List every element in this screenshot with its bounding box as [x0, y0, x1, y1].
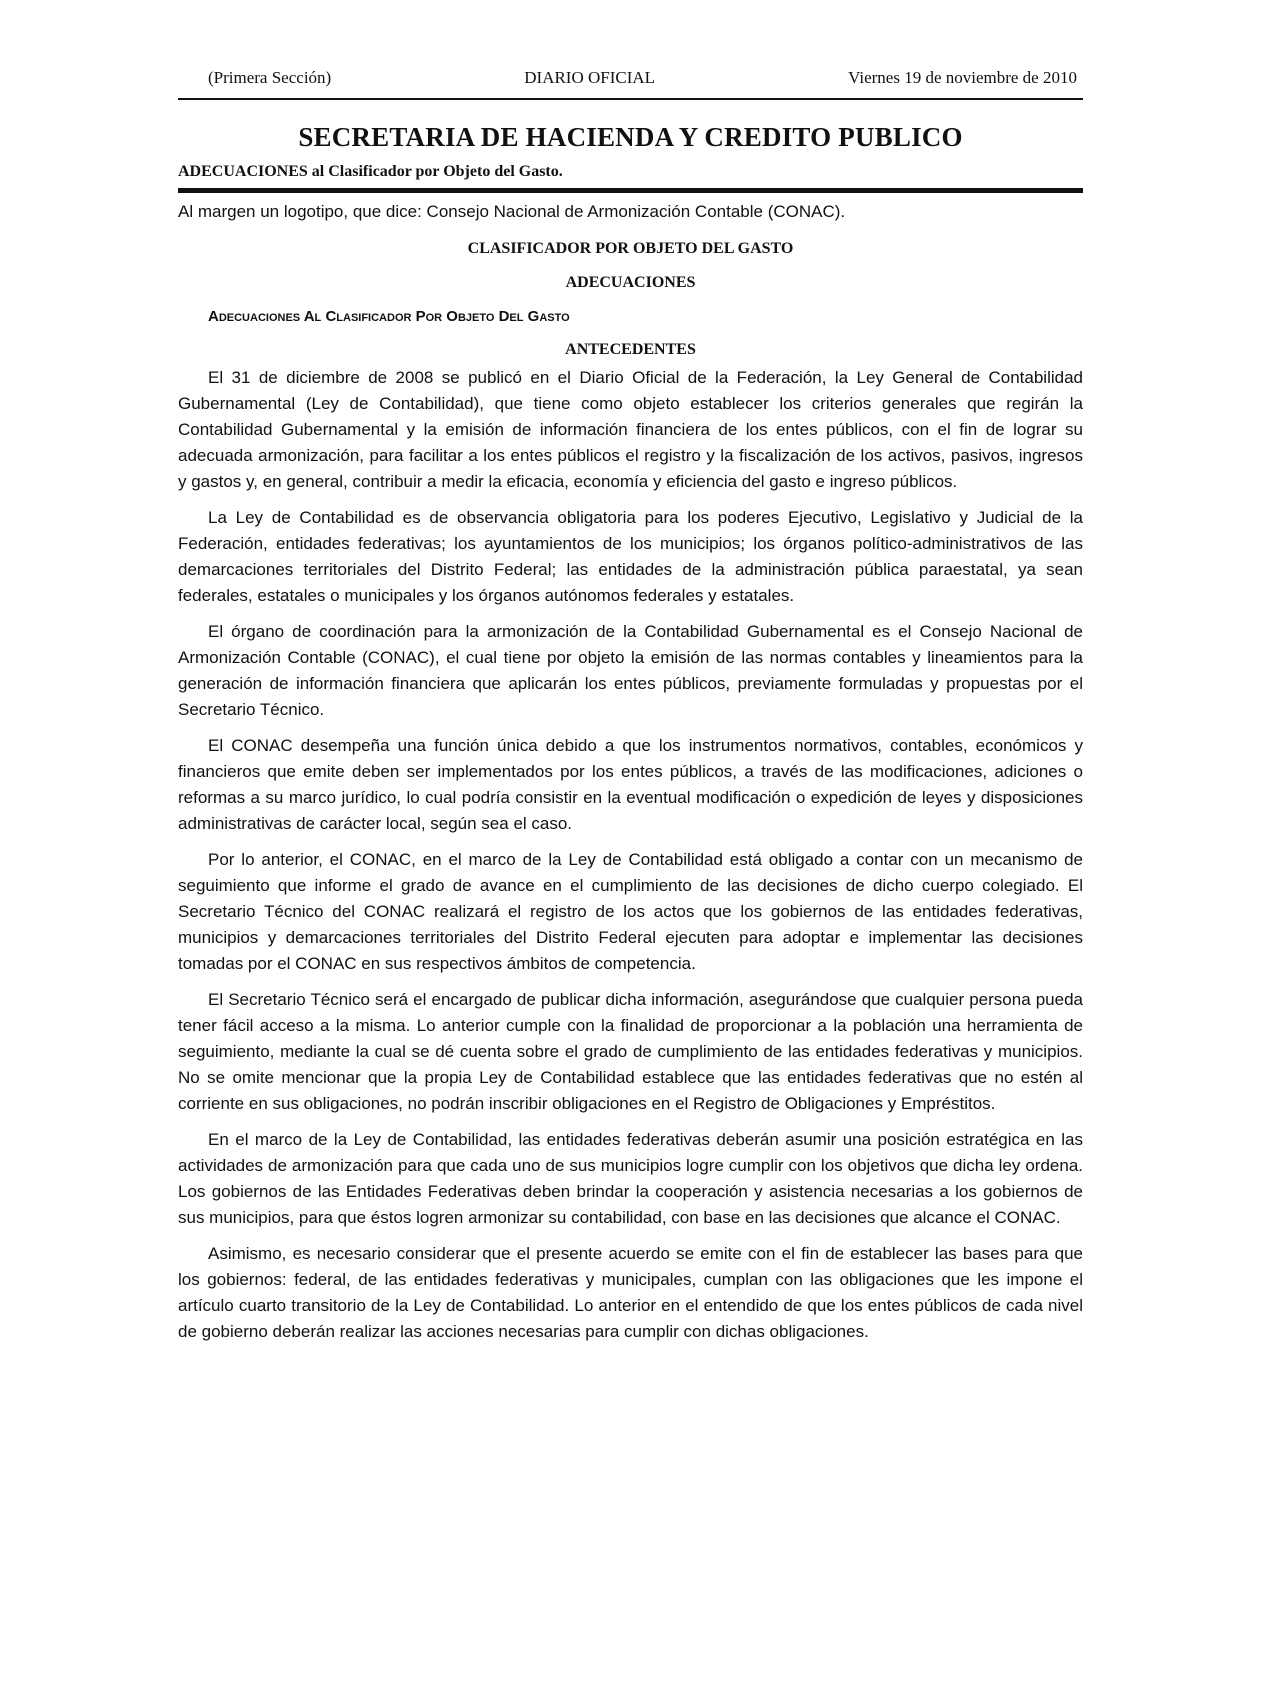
ministry-title: SECRETARIA DE HACIENDA Y CREDITO PUBLICO [298, 122, 963, 152]
paragraph: En el marco de la Ley de Contabilidad, las entidades federativas deberán asumir una posición estratégica en las actividades de armonización para que cada uno de sus municipios logre cumplir con los objetivos que dicha ley ordena. Los gobiernos de las Entidades Federativas deben brindar la cooperación y asistencia necesarias a los gobiernos de sus municipios, para que éstos logren armonizar su contabilidad, con base en las decisiones que alcance el CONAC. [178, 1130, 1083, 1227]
header-publication: DIARIO OFICIAL [524, 68, 656, 87]
margin-note: Al margen un logotipo, que dice: Consejo Nacional de Armonización Contable (CONAC). [178, 202, 846, 221]
paragraph: El Secretario Técnico será el encargado de publicar dicha información, asegurándose que cualquier persona pueda tener fácil acceso a la misma. Lo anterior cumple con la finalidad de proporcionar a la población una herramienta de seguimiento, mediante la cual se dé cuenta sobre el grado de cumplimiento de las entidades federativas y municipios. No se omite mencionar que la propia Ley de Contabilidad establece que las entidades federativas que no estén al corriente en sus obligaciones, no podrán inscribir obligaciones en el Registro de Obligaciones y Empréstitos. [178, 990, 1083, 1113]
document-subhead: ADECUACIONES al Clasificador por Objeto del Gasto. [178, 163, 1083, 193]
small-caps-title: Adecuaciones Al Clasificador Por Objeto Del Gasto [208, 308, 570, 325]
section-title: ANTECEDENTES [565, 341, 696, 358]
paragraph: Asimismo, es necesario considerar que el presente acuerdo se emite con el fin de establecer las bases para que los gobiernos: federal, de las entidades federativas y municipales, cumplan con las obligaciones que les impone el artículo cuarto transitorio de la Ley de Contabilidad. Lo anterior en el entendido de que los entes públicos de cada nivel de gobierno deberán realizar las acciones necesarias para cumplir con dichas obligaciones. [178, 1244, 1083, 1341]
paragraph: La Ley de Contabilidad es de observancia obligatoria para los poderes Ejecutivo, Legislativo y Judicial de la Federación, entidades federativas; los ayuntamientos de los municipios; los órganos político-administrativos de las demarcaciones territoriales del Distrito Federal; las entidades de la administración pública paraestatal, ya sean federales, estatales o municipales y los órganos autónomos federales y estatales. [178, 508, 1083, 605]
document-subtitle: ADECUACIONES [565, 274, 696, 291]
document-page [178, 68, 1083, 1355]
paragraph: El órgano de coordinación para la armonización de la Contabilidad Gubernamental es el Consejo Nacional de Armonización Contable (CONAC), el cual tiene por objeto la emisión de las normas contables y lineamientos para la generación de información financiera que aplicarán los entes públicos, previamente formuladas y propuestas por el Secretario Técnico. [178, 622, 1083, 719]
paragraph: El 31 de diciembre de 2008 se publicó en el Diario Oficial de la Federación, la Ley General de Contabilidad Gubernamental (Ley de Contabilidad), que tiene como objeto establecer los criterios generales que regirán la Contabilidad Gubernamental y la emisión de información financiera de los entes públicos, con el fin de lograr su adecuada armonización, para facilitar a los entes públicos el registro y la fiscalización de los activos, pasivos, ingresos y gastos y, en general, contribuir a medir la eficacia, economía y eficiencia del gasto e ingreso públicos. [178, 368, 1083, 491]
document-body [178, 365, 1083, 1345]
header-date: Viernes 19 de noviembre de 2010 [848, 68, 1077, 87]
running-header [178, 68, 1083, 100]
paragraph: Por lo anterior, el CONAC, en el marco de la Ley de Contabilidad está obligado a contar con un mecanismo de seguimiento que informe el grado de avance en el cumplimiento de las decisiones de dicho cuerpo colegiado. El Secretario Técnico del CONAC realizará el registro de los actos que los gobiernos de las entidades federativas, municipios y demarcaciones territoriales del Distrito Federal ejecuten para adoptar e implementar las decisiones tomadas por el CONAC en sus respectivos ámbitos de competencia. [178, 850, 1083, 973]
document-title: CLASIFICADOR POR OBJETO DEL GASTO [467, 240, 794, 257]
paragraph: El CONAC desempeña una función única debido a que los instrumentos normativos, contables, económicos y financieros que emite deben ser implementados por los entes públicos, a través de las modificaciones, adiciones o reformas a su marco jurídico, lo cual podría consistir en la eventual modificación o expedición de leyes y disposiciones administrativas de carácter local, según sea el caso. [178, 736, 1083, 833]
header-section: (Primera Sección) [208, 68, 332, 87]
